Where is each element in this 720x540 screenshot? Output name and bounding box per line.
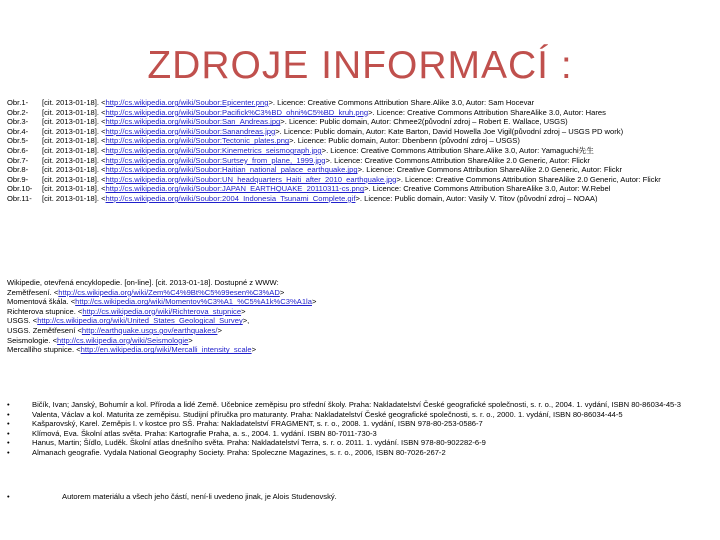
wiki-source-link[interactable]: http://earthquake.usgs.gov/earthquakes/ bbox=[81, 325, 218, 335]
wiki-source-link[interactable]: http://cs.wikipedia.org/wiki/United_States_Geological_Survey bbox=[37, 316, 243, 326]
reference-license: >. Licence: Public domain, Autor: Kate Barton, David Howella Joe Vigil(původní zdroj – USGS PD work) bbox=[275, 126, 624, 136]
reference-license: >. Licence: Public domain, Autor: Vasily V. Titov (původní zdroj – NOAA) bbox=[355, 193, 598, 203]
reference-license: >. Licence: Creative Commons Attribution Share.Alike 3.0, Autor: Yamaguchi先生 bbox=[321, 145, 594, 155]
author-text: Autorem materiálu a všech jeho částí, není-li uvedeno jinak, je Alois Studenovský. bbox=[62, 492, 337, 501]
wiki-source-item: USGS. Zemětřesení <http://earthquake.usgs.gov/earthquakes/> bbox=[7, 325, 222, 335]
reference-item bbox=[7, 175, 715, 185]
book-item bbox=[7, 438, 715, 448]
book-citation: Hanus, Martin; Šídlo, Luděk. Školní atlas dnešního světa. Praha: Nakladatelství Terra, s. r. o. 2011. 1. vydání. ISBN 978-80-902282-6-9 bbox=[32, 438, 486, 448]
book-citation: Valenta, Václav a kol. Maturita ze zeměpisu. Studijní příručka pro maturanty. Praha: Nakladatelství České geografické společnosti, s. r. o., 2000. 1. vydání, ISBN 80-86034-44-5 bbox=[32, 409, 623, 419]
reference-item bbox=[7, 98, 715, 108]
reference-label: Obr.4- bbox=[7, 126, 29, 136]
reference-item bbox=[7, 165, 715, 175]
reference-link[interactable]: http://cs.wikipedia.org/wiki/Soubor:Haitian_national_palace_earthquake.jpg bbox=[105, 165, 358, 175]
reference-link[interactable]: http://cs.wikipedia.org/wiki/Soubor:UN_headquarters_Haiti_after_2010_earthquake.jpg bbox=[105, 174, 397, 184]
reference-item bbox=[7, 108, 715, 118]
book-item bbox=[7, 429, 715, 439]
reference-license: >. Licence: Public domain, Autor: Dbenbenn (původní zdroj – USGS) bbox=[289, 136, 520, 146]
reference-item bbox=[7, 184, 715, 194]
reference-citation: [cit. 2013-01-18]. < bbox=[42, 165, 106, 175]
bullet: • bbox=[7, 438, 10, 448]
book-item bbox=[7, 448, 715, 458]
wiki-source-item: Momentová škála. <http://cs.wikipedia.org/wiki/Momentov%C3%A1_%C5%A1k%C3%A1la> bbox=[7, 297, 317, 307]
bullet: • bbox=[7, 447, 10, 457]
reference-link[interactable]: http://cs.wikipedia.org/wiki/Soubor:San_Andreas.jpg bbox=[105, 117, 281, 127]
reference-item bbox=[7, 117, 715, 127]
page-title: ZDROJE INFORMACÍ : bbox=[147, 44, 573, 87]
wikipedia-intro: Wikipedie, otevřená encyklopedie. [on-line]. [cit. 2013-01-18]. Dostupné z WWW: bbox=[7, 278, 279, 287]
reference-citation: [cit. 2013-01-18]. < bbox=[42, 126, 106, 136]
wiki-source-item: Richterova stupnice. <http://cs.wikipedia.org/wiki/Richterova_stupnice> bbox=[7, 306, 246, 316]
reference-license: >. Licence: Creative Commons Attribution ShareAlike 2.0 Generic, Autor: Flickr bbox=[325, 155, 590, 165]
reference-label: Obr.6- bbox=[7, 145, 29, 155]
reference-citation: [cit. 2013-01-18]. < bbox=[42, 193, 106, 203]
reference-link[interactable]: http://cs.wikipedia.org/wiki/Soubor:Tectonic_plates.png bbox=[105, 136, 290, 146]
reference-citation: [cit. 2013-01-18]. < bbox=[42, 107, 106, 117]
reference-label: Obr.5- bbox=[7, 136, 29, 146]
reference-link[interactable]: http://cs.wikipedia.org/wiki/Soubor:Surtsey_from_plane,_1999.jpg bbox=[105, 155, 326, 165]
reference-citation: [cit. 2013-01-18]. < bbox=[42, 98, 106, 107]
bullet: • bbox=[7, 400, 10, 409]
reference-item bbox=[7, 194, 715, 204]
reference-citation: [cit. 2013-01-18]. < bbox=[42, 184, 106, 194]
reference-label: Obr.7- bbox=[7, 155, 29, 165]
reference-license: >. Licence: Creative Commons Attribution ShareAlike 3.0, Autor: Hares bbox=[368, 107, 606, 117]
reference-label: Obr.2- bbox=[7, 107, 29, 117]
reference-citation: [cit. 2013-01-18]. < bbox=[42, 117, 106, 127]
reference-link[interactable]: http://cs.wikipedia.org/wiki/Soubor:Epicenter.png bbox=[105, 98, 269, 107]
wiki-source-item: USGS. <http://cs.wikipedia.org/wiki/United_States_Geological_Survey>, bbox=[7, 316, 250, 326]
reference-license: >. Licence: Public domain, Autor: Chmee2(původní zdroj – Robert E. Wallace, USGS) bbox=[280, 117, 568, 127]
reference-label: Obr.11- bbox=[7, 193, 32, 203]
reference-citation: [cit. 2013-01-18]. < bbox=[42, 136, 106, 146]
author-note bbox=[7, 492, 715, 502]
wiki-source-link[interactable]: http://en.wikipedia.org/wiki/Mercalli_intensity_scale bbox=[80, 345, 252, 355]
book-citation: Kašparovský, Karel. Zeměpis I. v kostce pro SŠ. Praha: Nakladatelství FRAGMENT, s. r. o., 2008. 1. vydání, ISBN 978-80-253-0586-7 bbox=[32, 419, 483, 429]
reference-item bbox=[7, 127, 715, 137]
reference-label: Obr.8- bbox=[7, 165, 29, 175]
reference-license: >. Licence: Creative Commons Attribution ShareAlike 2.0 Generic, Autor: Flickr bbox=[396, 174, 661, 184]
wiki-source-item: Mercalliho stupnice. <http://en.wikipedia.org/wiki/Mercalli_intensity_scale> bbox=[7, 345, 257, 355]
book-item bbox=[7, 400, 715, 410]
bullet: • bbox=[7, 409, 10, 419]
reference-label: Obr.9- bbox=[7, 174, 29, 184]
book-item bbox=[7, 419, 715, 429]
bullet: • bbox=[7, 492, 10, 501]
book-item bbox=[7, 410, 715, 420]
reference-citation: [cit. 2013-01-18]. < bbox=[42, 155, 106, 165]
image-references bbox=[7, 98, 715, 204]
wiki-source-link[interactable]: http://cs.wikipedia.org/wiki/Richterova_stupnice bbox=[82, 306, 242, 316]
book-citation: Bičík, Ivan; Janský, Bohumír a kol. Příroda a lidé Země. Učebnice zeměpisu pro střední školy. Praha: Nakladatelství České geografické společnosti, s. r. o., 2004. 1. vydání, ISBN 80-86034-45-3 bbox=[32, 400, 682, 409]
reference-citation: [cit. 2013-01-18]. < bbox=[42, 145, 106, 155]
reference-link[interactable]: http://cs.wikipedia.org/wiki/Soubor:Sanandreas.jpg bbox=[105, 126, 276, 136]
reference-item bbox=[7, 146, 715, 156]
reference-license: >. Licence: Creative Commons Attribution ShareAlike 3.0, Autor: W.Rebel bbox=[364, 184, 611, 194]
reference-label: Obr.3- bbox=[7, 117, 29, 127]
reference-citation: [cit. 2013-01-18]. < bbox=[42, 174, 106, 184]
wiki-source-link[interactable]: http://cs.wikipedia.org/wiki/Momentov%C3%A1_%C5%A1k%C3%A1la bbox=[75, 297, 312, 307]
reference-link[interactable]: http://cs.wikipedia.org/wiki/Soubor:JAPAN_EARTHQUAKE_20110311-cs.png bbox=[105, 184, 365, 194]
wiki-source-link[interactable]: http://cs.wikipedia.org/wiki/Zem%C4%9Bt%C5%99esen%C3%AD bbox=[58, 287, 280, 297]
reference-license: >. Licence: Creative Commons Attribution Share.Alike 3.0, Autor: Sam Hocevar bbox=[268, 98, 535, 107]
bullet: • bbox=[7, 419, 10, 429]
book-citation: Almanach geografie. Vydala National Geography Society. Praha: Spoleczne Magazines, s. r. o., 2006, ISBN 80-7026-267-2 bbox=[32, 447, 446, 457]
reference-link[interactable]: http://cs.wikipedia.org/wiki/Soubor:Kinemetrics_seismograph.jpg bbox=[105, 145, 322, 155]
reference-license: >. Licence: Creative Commons Attribution ShareAlike 2.0 Generic, Autor: Flickr bbox=[357, 165, 622, 175]
reference-link[interactable]: http://cs.wikipedia.org/wiki/Soubor:Pacifick%C3%BD_ohni%C5%BD_kruh.png bbox=[105, 107, 369, 117]
wiki-source-link[interactable]: http://cs.wikipedia.org/wiki/Seismologie bbox=[57, 335, 189, 345]
wiki-source-item: Seismologie. <http://cs.wikipedia.org/wiki/Seismologie> bbox=[7, 335, 193, 345]
bullet: • bbox=[7, 428, 10, 438]
wiki-source-item: Zemětřesení. <http://cs.wikipedia.org/wiki/Zem%C4%9Bt%C5%99esen%C3%AD> bbox=[7, 287, 285, 297]
reference-item bbox=[7, 156, 715, 166]
book-citation: Klímová, Eva. Školní atlas světa. Praha: Kartografie Praha, a. s., 2004. 1. vydání. ISBN 80-7011-730-3 bbox=[32, 428, 377, 438]
reference-label: Obr.1- bbox=[7, 98, 29, 107]
wikipedia-sources bbox=[7, 278, 715, 355]
reference-item bbox=[7, 136, 715, 146]
book-references bbox=[7, 400, 715, 458]
reference-label: Obr.10- bbox=[7, 184, 33, 194]
reference-link[interactable]: http://cs.wikipedia.org/wiki/Soubor:2004_Indonesia_Tsunami_Complete.gif bbox=[105, 193, 356, 203]
